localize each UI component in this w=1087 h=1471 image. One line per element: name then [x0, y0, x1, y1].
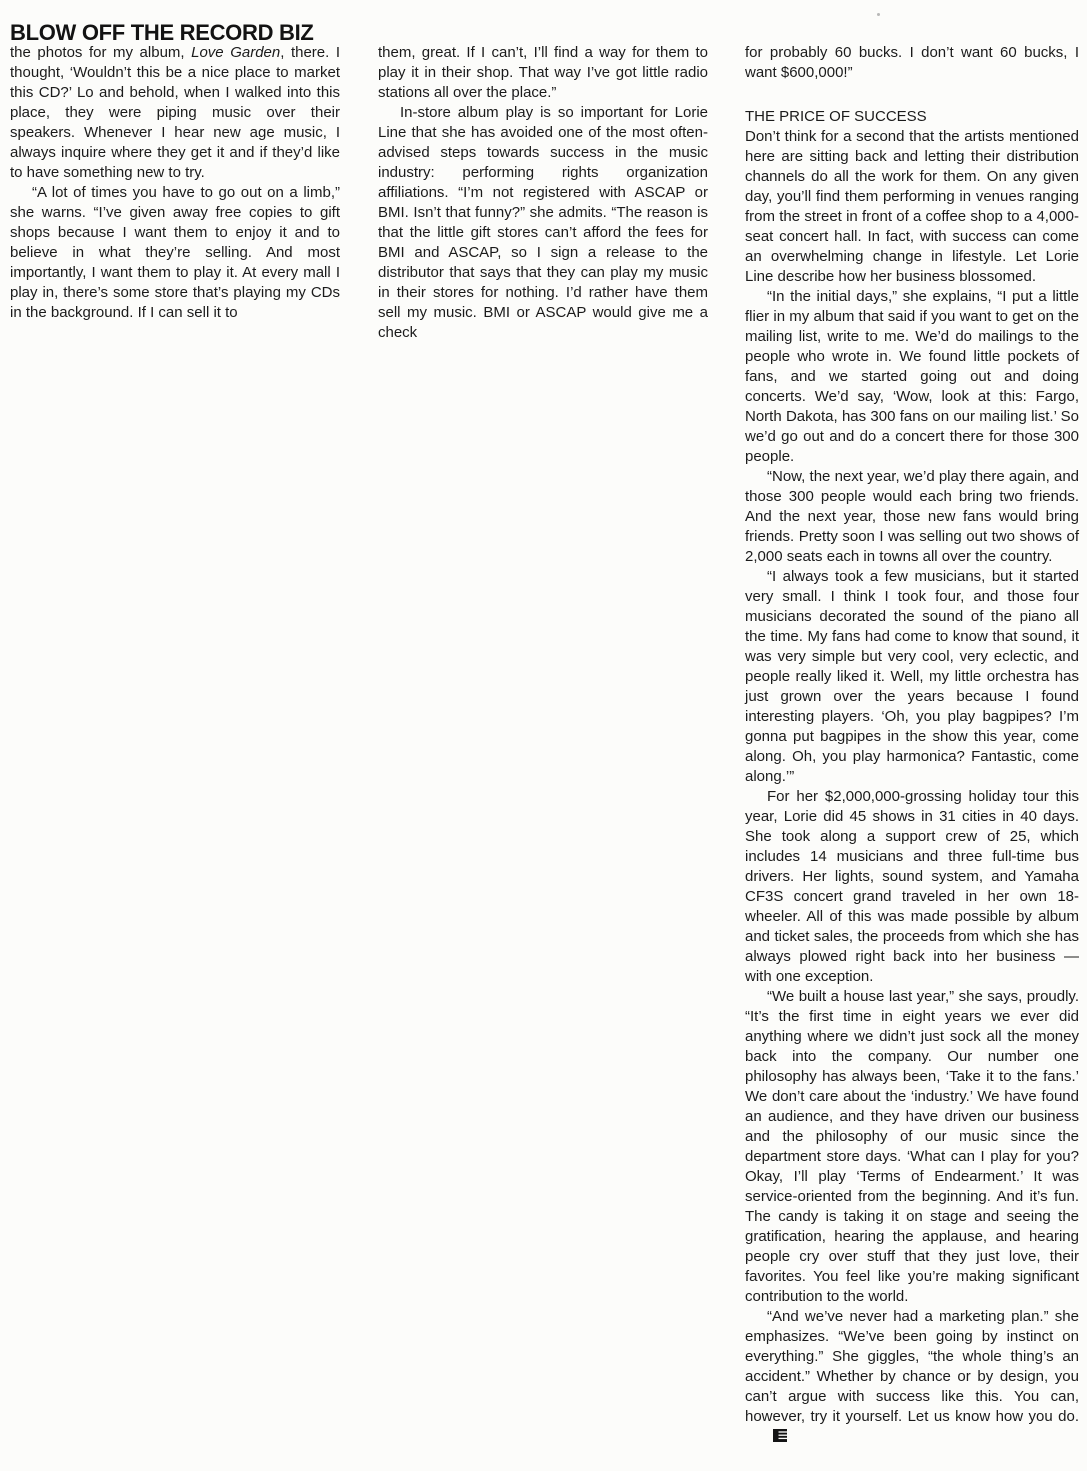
paragraph — [745, 987, 1079, 1307]
paragraph-text: THE PRICE OF SUCCESS — [745, 108, 927, 125]
paragraph-text: For her $2,000,000-grossing holiday tour this year, Lorie did 45 shows in 31 cities in 40 days. She took along a support crew of 25, which includes 14 musicians and three full-time bus drivers. Her lights, sound system, and Yamaha CF3S concert grand traveled in her own 18-wheeler. All of this was made possible by album and ticket sales, the proceeds from which she has always plowed right back into her business — with one exception. — [745, 788, 1079, 985]
paragraph — [745, 467, 1079, 567]
paragraph-text: “Now, the next year, we’d play there again, and those 300 people would each bring two friends. And the next year, those new fans would bring friends. Pretty soon I was selling out two shows of 2,000 seats each in towns all over the country. — [745, 468, 1079, 565]
paragraph-text: , there. I thought, ‘Wouldn’t this be a nice place to market this CD?’ Lo and behold, when I walked into this place, they were piping music over their speakers. Whenever I hear new age music, I always inquire where they get it and if they’d like to have something new to try. — [10, 44, 341, 181]
album-title-text: Love Garden — [191, 44, 281, 61]
scan-speck — [877, 13, 880, 16]
paragraph — [745, 127, 1079, 287]
paragraph-text: Don’t think for a second that the artists mentioned here are sitting back and letting their distribution channels do all the work for them. On any given day, you’ll find them performing in venues ranging from the street in front of a coffee shop to a 4,000-seat concert hall. In fact, with success can come an overwhelming change in lifestyle. Let Lorie Line describe how her business blossomed. — [745, 128, 1079, 285]
paragraph-text: “I always took a few musicians, but it started very small. I think I took four, and those four musicians decorated the sound of the piano all the time. My fans had come to know that sound, it was very simple but very cool, very eclectic, and people really liked it. Well, my little orchestra has just grown over the years because I found interesting players. ‘Oh, you play bagpipes? I’m gonna put bagpipes in the show this year, come along. Oh, you play harmonica? Fantastic, come along.’” — [745, 568, 1079, 785]
paragraph-text: for probably 60 bucks. I don’t want 60 bucks, I want $600,000!” — [745, 44, 1079, 81]
section-heading — [745, 107, 1079, 127]
paragraph-text: “And we’ve never had a marketing plan.” she emphasizes. “We’ve been going by instinct on everything.” She giggles, “the whole thing’s an accident.” Whether by chance or by design, you can’t argue with success like this. You can, however, try it yourself. Let us know how you do. — [745, 1308, 1079, 1425]
article-column-3 — [745, 43, 1079, 1447]
end-of-article-icon — [751, 1427, 787, 1447]
paragraph-text: them, great. If I can’t, I’ll find a way for them to play it in their shop. That way I’ve got little radio stations all over the place.” — [378, 44, 708, 101]
paragraph — [745, 43, 1079, 83]
paragraph — [745, 787, 1079, 987]
article-column-2 — [378, 43, 708, 343]
paragraph-text: In-store album play is so important for Lorie Line that she has avoided one of the most often-advised steps towards success in the music industry: performing rights organization affiliations. “I’m not registered with ASCAP or BMI. Isn’t that funny?” she admits. “The reason is that the little gift stores can’t afford the fees for BMI and ASCAP, so I sign a release to the distributor that says that they can play my music in their stores for nothing. I’d rather have them sell my music. BMI or ASCAP would give me a check — [378, 104, 708, 341]
paragraph-text: “In the initial days,” she explains, “I put a little flier in my album that said if you want to get on the mailing list, write to me. We’d do mailings to the people who wrote in. We found little pockets of fans, and we started going out and doing concerts. We’d say, ‘Wow, look at this: Fargo, North Dakota, has 300 fans on our mailing list.’ So we’d go out and do a concert there for those 300 people. — [745, 288, 1079, 465]
paragraph — [10, 183, 340, 323]
paragraph — [378, 103, 708, 343]
article-title: BLOW OFF THE RECORD BIZ — [10, 19, 314, 45]
paragraph — [745, 287, 1079, 467]
paragraph — [378, 43, 708, 103]
paragraph-text: “We built a house last year,” she says, proudly. “It’s the first time in eight years we ever did anything where we didn’t just sock all the money back into the company. Our number one philosophy has always been, ‘Take it to the fans.’ We don’t care about the ‘industry.’ We have found an audience, and they have driven our business and the philosophy of our music since the department store days. ‘What can I play for you? Okay, I’ll play ‘Terms of Endearment.’ It was service-oriented from the beginning. And it’s fun. The candy is taking it on stage and seeing the gratification, hearing the applause, and hearing people cry over stuff that they just love, their favorites. You feel like you’re making significant contribution to the world. — [745, 988, 1079, 1305]
paragraph — [745, 1307, 1079, 1447]
paragraph-text: “A lot of times you have to go out on a limb,” she warns. “I’ve given away free copies to gift shops because I want them to enjoy it and to believe in what they’re selling. And most importantly, I want them to play it. At every mall I play in, there’s some store that’s playing my CDs in the background. If I can sell it to — [10, 184, 340, 321]
article-column-1 — [10, 43, 340, 323]
paragraph-text: the photos for my album, — [10, 44, 192, 61]
paragraph — [10, 43, 340, 183]
paragraph — [745, 567, 1079, 787]
